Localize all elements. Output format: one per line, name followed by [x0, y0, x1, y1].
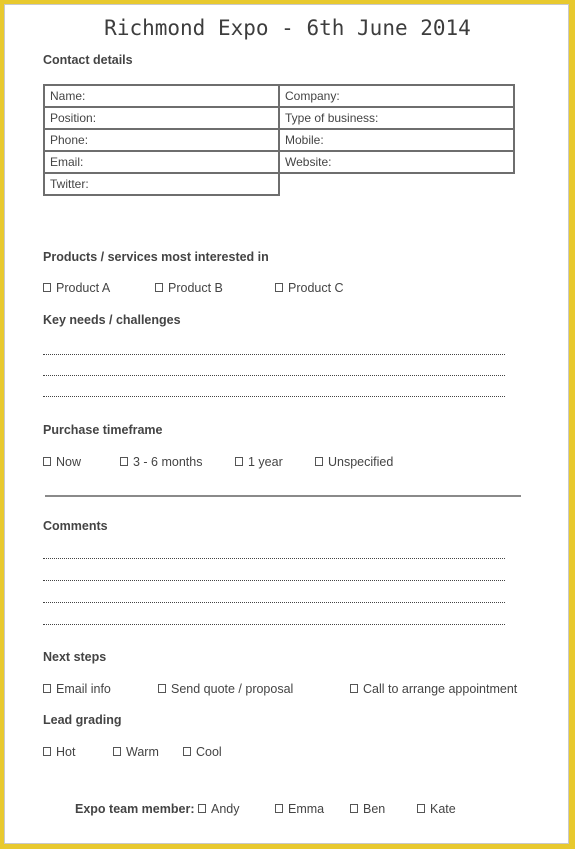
checkbox-icon [350, 684, 358, 693]
member-andy-label: Andy [211, 802, 240, 816]
product-b-label: Product B [168, 281, 223, 295]
product-a-checkbox[interactable] [43, 281, 110, 295]
products-heading: Products / services most interested in [43, 250, 269, 264]
comments-line[interactable] [43, 580, 505, 581]
team-member-label: Expo team member: [75, 802, 195, 816]
empty-cell [279, 173, 514, 195]
phone-field[interactable]: Phone: [44, 129, 279, 151]
timeframe-now-checkbox[interactable] [43, 455, 81, 469]
checkbox-icon [417, 804, 425, 813]
member-ben-label: Ben [363, 802, 386, 816]
grade-warm-label: Warm [126, 745, 159, 759]
member-emma-checkbox[interactable] [275, 802, 324, 816]
checkbox-icon [275, 804, 283, 813]
timeframe-1-year-label: 1 year [248, 455, 283, 469]
comments-line[interactable] [43, 558, 505, 559]
checkbox-icon [155, 283, 163, 292]
checkbox-icon [158, 684, 166, 693]
timeframe-heading: Purchase timeframe [43, 423, 163, 437]
timeframe-3-6-months-label: 3 - 6 months [133, 455, 203, 469]
business-type-field[interactable]: Type of business: [279, 107, 514, 129]
timeframe-now-label: Now [56, 455, 82, 469]
page-title: Richmond Expo - 6th June 2014 [104, 16, 471, 40]
website-field[interactable]: Website: [279, 151, 514, 173]
member-ben-checkbox[interactable] [350, 802, 385, 816]
email-field[interactable]: Email: [44, 151, 279, 173]
comments-line[interactable] [43, 602, 505, 603]
checkbox-icon [235, 457, 243, 466]
grade-cool-label: Cool [196, 745, 222, 759]
checkbox-icon [43, 283, 51, 292]
member-emma-label: Emma [288, 802, 325, 816]
call-appointment-label: Call to arrange appointment [363, 682, 518, 696]
lead-grading-heading: Lead grading [43, 713, 122, 727]
checkbox-icon [43, 457, 51, 466]
product-b-checkbox[interactable] [155, 281, 223, 295]
checkbox-icon [113, 747, 121, 756]
mobile-field[interactable]: Mobile: [279, 129, 514, 151]
product-c-checkbox[interactable] [275, 281, 344, 295]
timeframe-unspecified-label: Unspecified [328, 455, 394, 469]
grade-warm-checkbox[interactable] [113, 745, 159, 759]
member-andy-checkbox[interactable] [198, 802, 240, 816]
checkbox-icon [275, 283, 283, 292]
checkbox-icon [198, 804, 206, 813]
member-kate-checkbox[interactable] [417, 802, 456, 816]
grade-hot-checkbox[interactable] [43, 745, 75, 759]
grade-cool-checkbox[interactable] [183, 745, 222, 759]
needs-line[interactable] [43, 354, 505, 355]
twitter-field[interactable]: Twitter: [44, 173, 279, 195]
send-quote-checkbox[interactable] [158, 682, 293, 696]
comments-line[interactable] [43, 624, 505, 625]
checkbox-icon [183, 747, 191, 756]
product-a-label: Product A [56, 281, 111, 295]
email-info-label: Email info [56, 682, 111, 696]
timeframe-1-year-checkbox[interactable] [235, 455, 283, 469]
product-c-label: Product C [288, 281, 344, 295]
needs-line[interactable] [43, 396, 505, 397]
section-divider [45, 495, 521, 497]
checkbox-icon [350, 804, 358, 813]
timeframe-3-6-months-checkbox[interactable] [120, 455, 202, 469]
member-kate-label: Kate [430, 802, 456, 816]
key-needs-heading: Key needs / challenges [43, 313, 181, 327]
checkbox-icon [120, 457, 128, 466]
contact-details-heading: Contact details [43, 53, 133, 67]
name-field[interactable]: Name: [44, 85, 279, 107]
send-quote-label: Send quote / proposal [171, 682, 294, 696]
next-steps-heading: Next steps [43, 650, 107, 664]
checkbox-icon [43, 684, 51, 693]
checkbox-icon [315, 457, 323, 466]
grade-hot-label: Hot [56, 745, 76, 759]
email-info-checkbox[interactable] [43, 682, 111, 696]
checkbox-icon [43, 747, 51, 756]
form-page [4, 4, 569, 844]
position-field[interactable]: Position: [44, 107, 279, 129]
needs-line[interactable] [43, 375, 505, 376]
call-appointment-checkbox[interactable] [350, 682, 517, 696]
timeframe-unspecified-checkbox[interactable] [315, 455, 393, 469]
contact-details-table [43, 84, 515, 196]
comments-heading: Comments [43, 519, 108, 533]
company-field[interactable]: Company: [279, 85, 514, 107]
